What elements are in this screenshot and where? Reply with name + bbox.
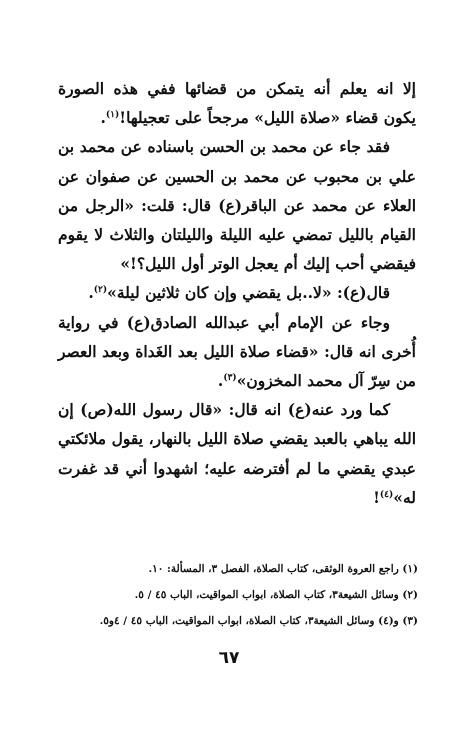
main-text bbox=[58, 74, 416, 512]
paragraph bbox=[58, 74, 416, 132]
footnote-marker: (٤) bbox=[379, 489, 394, 500]
paragraph bbox=[58, 278, 416, 307]
footnote-marker: (١) bbox=[105, 110, 120, 121]
paragraph bbox=[58, 395, 416, 512]
footnote-marker: (٣) bbox=[223, 372, 237, 383]
footnote: (٢) وسائل الشيعة٣، كتاب الصلاة، ابواب المواقيت، الباب ٤٥ / ٥. bbox=[134, 589, 418, 601]
paragraph-end: ! bbox=[373, 487, 380, 507]
footnote: (٣) و(٤) وسائل الشيعة٣، كتاب الصلاة، ابواب المواقيت، الباب ٤٥ / ٤و٥. bbox=[99, 615, 418, 627]
paragraph-end: . bbox=[88, 283, 94, 303]
footnote: (١) راجع العروة الوثقى، كتاب الصلاة، الفصل ٣، المسألة: ١٠. bbox=[148, 563, 418, 575]
paragraph-text: كما ورد عنه(ع) انه قال: «قال رسول الله(ص) إن الله يباهي بالعبد يقضي صلاة الليل بالنهار، يقول ملائكتي عبدي يقضي ما لم أفترضه عليه؛ اشهدوا أني قد غفرت له» bbox=[58, 400, 416, 507]
paragraph bbox=[58, 132, 416, 278]
footnotes bbox=[60, 556, 418, 634]
paragraph-text: إلا انه يعلم أنه يتمكن من قضائها ففي هذه الصورة يكون قضاء «صلاة الليل» مرجحاً على تعجيلها! bbox=[58, 79, 416, 128]
page-number: ٦٧ bbox=[218, 648, 240, 668]
paragraph-text: وجاء عن الإمام أبي عبدالله الصادق(ع) في رواية أُخرى انه قال: «قضاء صلاة الليل بعد الغَداة وبعد العصر من سِرّ آل محمد المخزون» bbox=[58, 312, 416, 391]
paragraph-end: . bbox=[100, 108, 106, 128]
paragraph-end: . bbox=[217, 371, 224, 391]
footnote-marker: (٢) bbox=[93, 285, 108, 296]
paragraph bbox=[58, 308, 416, 396]
paragraph-text: قال(ع): «لا..بل يقضي وإن كان ثلاثين ليلة» bbox=[107, 283, 390, 303]
paragraph-text: فقد جاء عن محمد بن الحسن باسناده عن محمد بن علي بن محبوب عن محمد بن الحسين عن صفوان عن العلاء عن محمد عن الباقر(ع) قال: قلت: «الرجل من القيام بالليل تمضي عليه الليلة والليلتان والثلاث لا يقوم فيقضي أحب إليك أم يعجل الوتر أول الليل؟!» bbox=[58, 137, 416, 274]
